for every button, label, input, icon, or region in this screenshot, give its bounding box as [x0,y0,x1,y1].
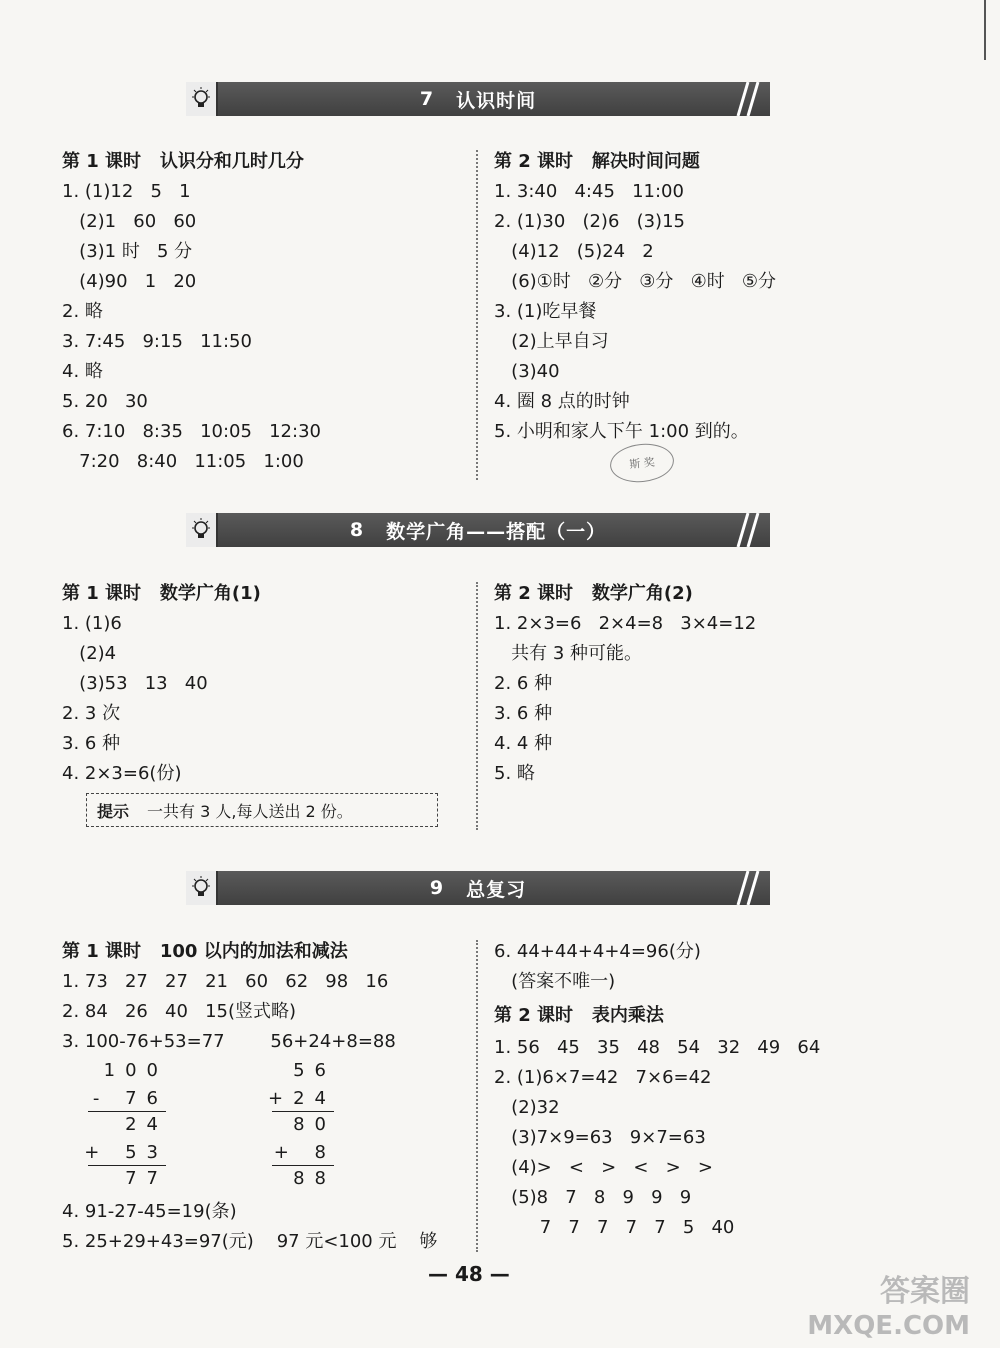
hint-box [86,793,438,827]
calc-line: + 53 [84,1142,168,1163]
answer-line: 3. 6 种 [494,703,553,724]
lesson-heading: 第 1 课时 数学广角(1) [62,583,261,604]
column-divider [476,150,478,480]
section-banner-7 [186,82,770,116]
calc-line: +24 [268,1088,336,1109]
lightbulb-icon [186,513,218,547]
answer-line: 5. 25+29+43=97(元) 97 元<100 元 够 [62,1231,438,1252]
lesson-heading: 第 1 课时 100 以内的加法和减法 [62,941,348,962]
answer-line: 5. 20 30 [62,391,148,412]
answer-line: (6)①时 ②分 ③分 ④时 ⑤分 [494,271,777,292]
section-number: 8 [349,519,365,541]
answer-line: (3)7×9=63 9×7=63 [494,1127,706,1148]
page-edge-mark [984,0,986,60]
answer-line: 1. (1)12 5 1 [62,181,191,202]
answer-line: 1. 73 27 27 21 60 62 98 16 [62,971,389,992]
answer-line: (4)90 1 20 [62,271,197,292]
answer-line: 2. 3 次 [62,703,121,724]
page-number: — 48 — [428,1262,510,1286]
calc-line: + 8 [273,1142,336,1163]
answer-line: (3)53 13 40 [62,673,208,694]
answer-line: 6. 7:10 8:35 10:05 12:30 [62,421,321,442]
answer-line: 1. 3:40 4:45 11:00 [494,181,684,202]
answer-line: (3)40 [494,361,560,382]
answer-line: 4. 91-27-45=19(条) [62,1201,237,1222]
answer-line: 6. 44+44+4+4=96(分) [494,941,701,962]
answer-line: 4. 4 种 [494,733,553,754]
vertical-calc-a [84,1060,168,1190]
answer-line: 4. 圈 8 点的时钟 [494,391,630,412]
calc-rule [88,1165,166,1166]
hint-label: 提示 [97,801,130,821]
answer-line: 3. 7:45 9:15 11:50 [62,331,252,352]
answer-line: 2. 略 [62,301,103,322]
section-number: 9 [429,877,445,899]
answer-line: 3. 6 种 [62,733,121,754]
answer-line: 2. 84 26 40 15(竖式略) [62,1001,297,1022]
lesson-heading: 第 2 课时 数学广角(2) [494,583,693,604]
answer-line: (2)4 [62,643,117,664]
answer-line: 2. 6 种 [494,673,553,694]
lightbulb-icon [186,82,218,116]
slash-decoration-icon [724,82,768,116]
answer-line: (2)上早自习 [494,331,609,352]
answer-line: 4. 略 [62,361,103,382]
calc-line: 100 [103,1060,168,1081]
award-stamp: 斯 奖 [608,441,676,485]
answer-line: 4. 2×3=6(份) [62,763,182,784]
answer-line: 2. (1)30 (2)6 (3)15 [494,211,685,232]
answer-line: 7:20 8:40 11:05 1:00 [62,451,304,472]
hint-text: 一共有 3 人,每人送出 2 份。 [147,801,353,821]
watermark-line: 答案圈 [880,1274,970,1309]
section-banner-9 [186,871,770,905]
calc-rule [88,1111,166,1112]
lesson-heading: 第 2 课时 解决时间问题 [494,151,700,172]
answer-line: 1. 56 45 35 48 54 32 49 64 [494,1037,821,1058]
calc-line: 56 [293,1060,336,1081]
section-number: 7 [419,88,435,110]
answer-line: (5)8 7 8 9 9 9 [494,1187,692,1208]
column-divider [476,582,478,830]
section-title: 总复习 [466,878,527,901]
calc-rule [272,1111,334,1112]
watermark-line: MXQE.COM [807,1311,970,1341]
calc-line: 24 [125,1114,168,1135]
lesson-heading: 第 2 课时 表内乘法 [494,1005,664,1026]
section-banner-8 [186,513,770,547]
lesson-heading: 第 1 课时 认识分和几时几分 [62,151,304,172]
calc-line: - 76 [92,1088,168,1109]
calc-line: 80 [293,1114,336,1135]
answer-line: 7 7 7 7 7 5 40 [494,1217,735,1238]
answer-line: 1. 2×3=6 2×4=8 3×4=12 [494,613,757,634]
answer-line: 3. 100-76+53=77 56+24+8=88 [62,1031,396,1052]
calc-line: 88 [293,1168,336,1189]
answer-line: (3)1 时 5 分 [62,241,193,262]
answer-line: (4)> < > < > > [494,1157,713,1178]
answer-line: 1. (1)6 [62,613,122,634]
answer-line: 5. 略 [494,763,535,784]
answer-line: (答案不唯一) [494,971,616,992]
answer-line: 5. 小明和家人下午 1:00 到的。 [494,421,749,442]
slash-decoration-icon [724,871,768,905]
answer-line: 3. (1)吃早餐 [494,301,597,322]
answer-line: 2. (1)6×7=42 7×6=42 [494,1067,712,1088]
answer-line: (2)1 60 60 [62,211,197,232]
column-divider [476,940,478,1252]
answer-line: (4)12 (5)24 2 [494,241,654,262]
vertical-calc-b [268,1060,336,1190]
calc-line: 77 [125,1168,168,1189]
answer-line: (2)32 [494,1097,560,1118]
section-title: 认识时间 [456,89,537,112]
section-title: 数学广角——搭配（一） [386,520,607,543]
lightbulb-icon [186,871,218,905]
watermark [807,1275,970,1343]
slash-decoration-icon [724,513,768,547]
answer-line: 共有 3 种可能。 [494,643,643,664]
calc-rule [272,1165,334,1166]
